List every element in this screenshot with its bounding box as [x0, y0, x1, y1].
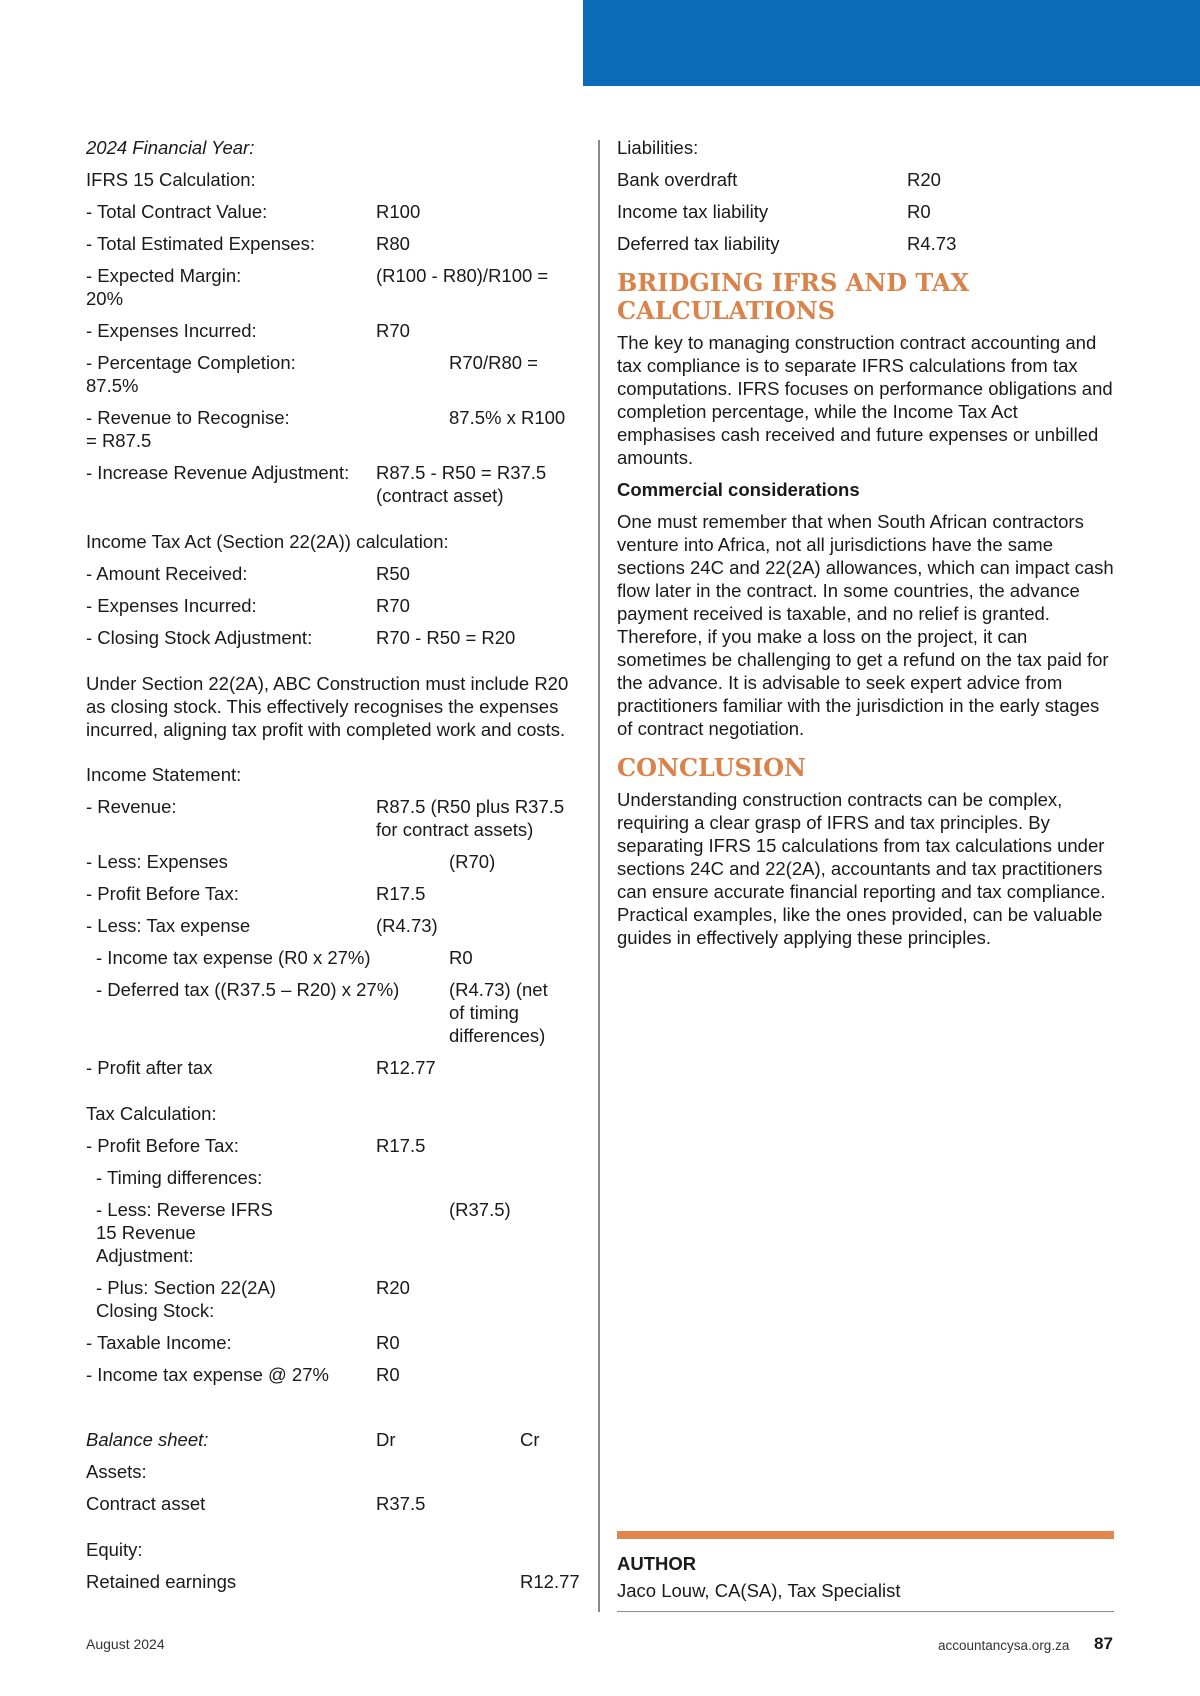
tax-calc-row — [86, 1134, 586, 1157]
row-label: - Plus: Section 22(2A) Closing Stock: — [96, 1277, 276, 1321]
row-label: - Revenue to Recognise: — [86, 407, 290, 428]
debit-column-header: Dr — [376, 1429, 396, 1450]
row-label: - Profit Before Tax: — [86, 1135, 239, 1156]
row-value: (R4.73) — [376, 915, 438, 936]
income-statement-row — [86, 914, 586, 937]
row-label: Contract asset — [86, 1493, 206, 1514]
row-label: - Percentage Completion: — [86, 352, 296, 373]
ifrs-row — [86, 200, 586, 223]
income-statement-row — [86, 978, 586, 1047]
bridging-heading — [617, 269, 1117, 325]
ifrs-calculation-title: IFRS 15 Calculation: — [86, 169, 256, 190]
balance-sheet-row — [86, 1492, 586, 1515]
row-label: Deferred tax liability — [617, 233, 780, 254]
row-label: - Expected Margin: — [86, 265, 242, 286]
row-value: R17.5 — [376, 883, 426, 904]
row-label: - Amount Received: — [86, 563, 248, 584]
tax-act-row — [86, 594, 586, 617]
row-value: R4.73 — [907, 233, 957, 254]
header-color-block — [583, 0, 1200, 86]
row-label: - Expenses Incurred: — [86, 595, 257, 616]
balance-sheet-row — [86, 1570, 586, 1593]
row-value: R12.77 — [376, 1057, 436, 1078]
row-value-group — [376, 461, 586, 507]
column-divider — [598, 140, 600, 1612]
row-value: R87.5 - R50 = R37.5 — [376, 462, 547, 483]
tax-act-calculation-title: Income Tax Act (Section 22(2A)) calculation: — [86, 531, 449, 552]
tax-calc-row — [86, 1166, 586, 1189]
row-value: R0 — [449, 947, 473, 968]
balance-sheet-title: Balance sheet: — [86, 1429, 209, 1450]
row-label: - Profit Before Tax: — [86, 883, 239, 904]
assets-title: Assets: — [86, 1461, 147, 1482]
author-label: AUTHOR — [617, 1553, 697, 1574]
row-label: Income tax liability — [617, 201, 769, 222]
ifrs-row — [86, 319, 586, 342]
row-label: - Total Estimated Expenses: — [86, 233, 315, 254]
row-label: - Less: Tax expense — [86, 915, 251, 936]
income-statement-title: Income Statement: — [86, 764, 242, 785]
row-value: (R100 - R80)/R100 = — [376, 265, 549, 286]
row-label: - Less: Expenses — [86, 851, 228, 872]
income-statement-row — [86, 946, 586, 969]
tax-calc-row — [86, 1198, 586, 1267]
liability-row — [617, 200, 1117, 223]
row-label: - Deferred tax ((R37.5 – R20) x 27%) — [96, 979, 400, 1000]
row-value: R0 — [376, 1364, 400, 1385]
income-statement-row — [86, 850, 586, 873]
income-statement-row — [86, 882, 586, 905]
ifrs-row — [86, 461, 586, 507]
row-value: 87.5% x R100 — [449, 407, 566, 428]
row-value-note: (contract asset) — [376, 485, 504, 506]
liability-row — [617, 168, 1117, 191]
row-value: R70/R80 = — [449, 352, 538, 373]
row-value: R50 — [376, 563, 410, 584]
income-statement-row — [86, 795, 586, 841]
row-label: - Profit after tax — [86, 1057, 213, 1078]
tax-calc-row — [86, 1331, 586, 1354]
equity-title: Equity: — [86, 1539, 143, 1560]
ifrs-row — [86, 264, 586, 310]
row-value: R87.5 (R50 plus R37.5 for contract assets) — [376, 796, 565, 840]
issue-date: August 2024 — [86, 1636, 165, 1652]
tax-act-row — [86, 562, 586, 585]
row-value-continued: = R87.5 — [86, 430, 152, 451]
conclusion-heading: CONCLUSION — [617, 753, 806, 782]
row-value-continued: 20% — [86, 288, 124, 309]
income-statement-row — [86, 1056, 586, 1079]
author-accent-bar — [617, 1531, 1114, 1539]
tax-calc-row — [86, 1363, 586, 1386]
author-divider — [617, 1611, 1114, 1612]
row-value: R20 — [907, 169, 941, 190]
row-value: (R4.73) (net of timing differences) — [449, 979, 548, 1046]
tax-act-row — [86, 626, 586, 649]
row-label: - Expenses Incurred: — [86, 320, 257, 341]
row-value: R70 — [376, 595, 410, 616]
ifrs-row — [86, 232, 586, 255]
financial-year-heading: 2024 Financial Year: — [86, 137, 255, 158]
row-value: R0 — [907, 201, 931, 222]
row-value: (R37.5) — [449, 1199, 511, 1220]
row-value: (R70) — [449, 851, 496, 872]
row-label: - Revenue: — [86, 796, 177, 817]
conclusion-paragraph: Understanding construction contracts can be complex, requiring a clear grasp of IFRS and tax principles. By separating IFRS 15 calculations from tax calculations under sections 24C and 22(2A), accountants and tax practitioners can ensure accurate financial reporting and tax compliance. Practical examples, like the ones provided, can be valuable guides in effectively applying these principles. — [617, 789, 1106, 948]
ifrs-row — [86, 406, 586, 452]
row-label: - Timing differences: — [96, 1167, 263, 1188]
left-column — [86, 136, 586, 1602]
bridging-paragraph: The key to managing construction contract accounting and tax compliance is to separate IFRS calculations from tax computations. IFRS focuses on performance obligations and completion percentage, while the Income Tax Act emphasises cash received and future expenses or unbilled amounts. — [617, 332, 1113, 468]
commercial-considerations-heading: Commercial considerations — [617, 479, 860, 500]
section-22-2a-paragraph: Under Section 22(2A), ABC Construction must include R20 as closing stock. This effectively recognises the expenses incurred, aligning tax profit with completed work and costs. — [86, 673, 569, 740]
row-label: - Less: Reverse IFRS 15 Revenue Adjustment: — [96, 1199, 273, 1266]
row-value: R70 - R50 = R20 — [376, 627, 516, 648]
credit-column-header: Cr — [520, 1429, 540, 1450]
row-value: R70 — [376, 320, 410, 341]
right-column — [617, 136, 1117, 958]
row-value: R100 — [376, 201, 421, 222]
bridging-heading-line-1: BRIDGING IFRS AND TAX — [617, 268, 970, 297]
author-name: Jaco Louw, CA(SA), Tax Specialist — [617, 1580, 901, 1601]
commercial-paragraph: One must remember that when South African contractors venture into Africa, not all jurisdictions have the same sections 24C and 22(2A) allowances, which can impact cash flow later in the contract. In some countries, the advance payment received is taxable, and no relief is granted. Therefore, if you make a loss on the project, it can sometimes be challenging to get a refund on the tax paid for the advance. It is advisable to seek expert advice from practitioners familiar with the jurisdiction in the early stages of contract negotiation. — [617, 511, 1114, 739]
row-label: Bank overdraft — [617, 169, 738, 190]
row-value: R12.77 — [520, 1571, 580, 1592]
balance-sheet-header — [86, 1428, 586, 1451]
row-label: - Total Contract Value: — [86, 201, 268, 222]
row-value: R17.5 — [376, 1135, 426, 1156]
tax-calc-row — [86, 1276, 586, 1322]
row-label: - Income tax expense (R0 x 27%) — [96, 947, 371, 968]
row-value: R80 — [376, 233, 410, 254]
row-label: - Increase Revenue Adjustment: — [86, 462, 350, 483]
row-value-continued: 87.5% — [86, 375, 139, 396]
row-value: R37.5 — [376, 1493, 426, 1514]
bridging-heading-line-2: CALCULATIONS — [617, 296, 836, 325]
row-label: Retained earnings — [86, 1571, 237, 1592]
row-value: R20 — [376, 1277, 410, 1298]
row-value: R0 — [376, 1332, 400, 1353]
row-label: - Closing Stock Adjustment: — [86, 627, 313, 648]
website-link[interactable]: accountancysa.org.za — [938, 1638, 1070, 1653]
liability-row — [617, 232, 1117, 255]
page-number: 87 — [1094, 1634, 1113, 1653]
ifrs-row — [86, 351, 586, 397]
tax-calculation-title: Tax Calculation: — [86, 1103, 217, 1124]
row-label: - Taxable Income: — [86, 1332, 232, 1353]
row-label: - Income tax expense @ 27% — [86, 1364, 329, 1385]
liabilities-title: Liabilities: — [617, 137, 699, 158]
